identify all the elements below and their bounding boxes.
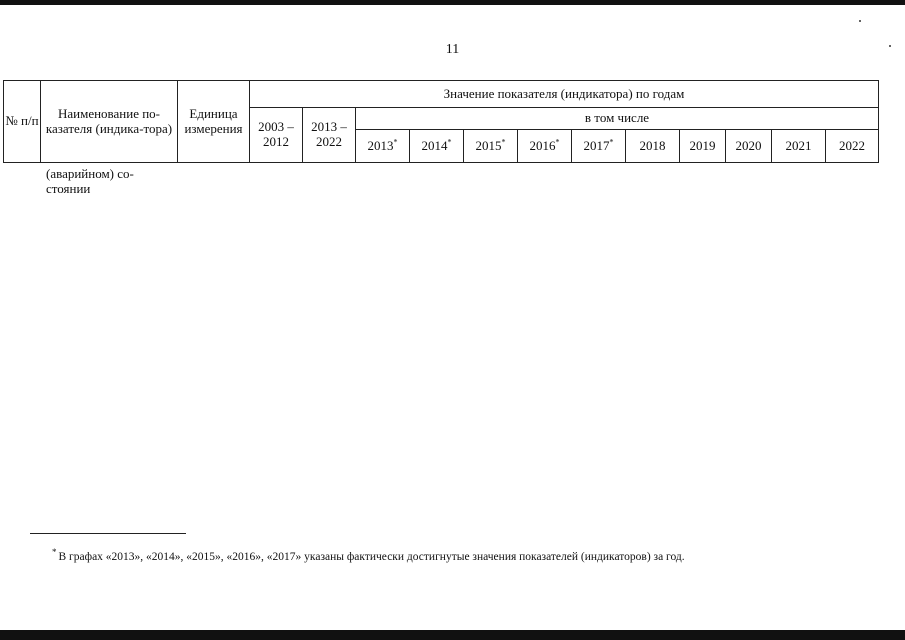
header-year-2017 xyxy=(572,130,626,163)
continuation-text xyxy=(46,166,134,196)
header-unit: Единица измерения xyxy=(178,81,250,163)
header-range-2013-2022: 2013 – 2022 xyxy=(303,108,356,163)
year-footnote-marker: * xyxy=(447,137,452,147)
footnote-separator xyxy=(30,533,186,534)
year-footnote-marker: * xyxy=(393,137,398,147)
year-label: 2014 xyxy=(421,137,448,153)
header-year-2021 xyxy=(772,130,826,163)
year-label: 2013 xyxy=(367,137,394,153)
continuation-line: стоянии xyxy=(46,181,91,196)
year-label: 2016 xyxy=(529,137,556,153)
year-footnote-marker: * xyxy=(555,137,560,147)
scan-border-top xyxy=(0,0,905,5)
year-footnote-marker: * xyxy=(609,137,614,147)
header-values-by-year: Значение показателя (индикатора) по годам xyxy=(250,81,879,108)
header-year-2018 xyxy=(626,130,680,163)
header-year-2013 xyxy=(356,130,410,163)
footnote-text: В графах «2013», «2014», «2015», «2016», «2017» указаны фактически достигнутые значения показателей (индикаторов) за год. xyxy=(58,551,685,563)
indicator-table xyxy=(3,80,879,163)
year-footnote-marker: * xyxy=(501,137,506,147)
year-label: 2015 xyxy=(475,137,502,153)
year-label: 2020 xyxy=(735,137,762,153)
header-indicator-name: Наименование по-казателя (индика-тора) xyxy=(41,81,178,163)
header-range-2003-2012: 2003 – 2012 xyxy=(250,108,303,163)
header-including: в том числе xyxy=(356,108,879,130)
footnote-marker: * xyxy=(52,547,57,557)
header-year-2020 xyxy=(726,130,772,163)
footnote xyxy=(52,547,685,563)
continuation-line: (аварийном) со- xyxy=(46,166,134,181)
scan-speck xyxy=(859,20,861,22)
header-year-2015 xyxy=(464,130,518,163)
year-label: 2021 xyxy=(785,137,812,153)
year-label: 2022 xyxy=(839,137,865,153)
header-year-2014 xyxy=(410,130,464,163)
header-year-2022 xyxy=(826,130,879,163)
year-label: 2018 xyxy=(639,137,666,153)
scan-border-bottom xyxy=(0,630,905,640)
year-label: 2017 xyxy=(583,137,610,153)
year-label: 2019 xyxy=(689,137,716,153)
page-number: 11 xyxy=(445,42,460,57)
header-year-2019 xyxy=(680,130,726,163)
header-num: № п/п xyxy=(4,81,41,163)
header-year-2016 xyxy=(518,130,572,163)
